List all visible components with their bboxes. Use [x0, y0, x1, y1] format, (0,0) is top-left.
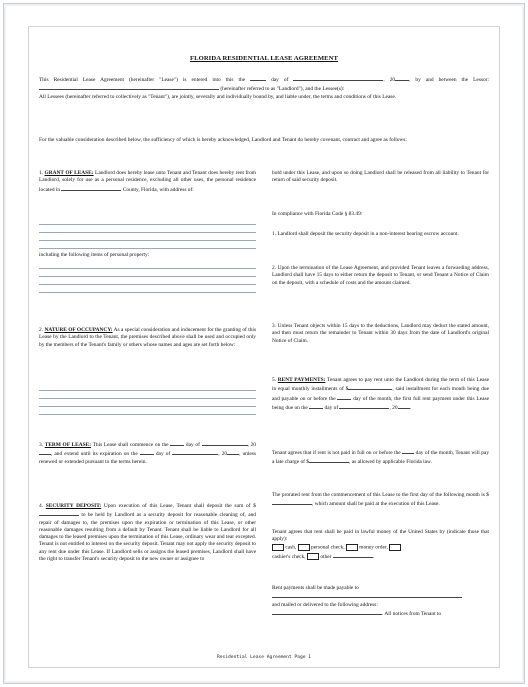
intro-text-4: Lessee(s): — [322, 86, 345, 93]
first-pay-month-blank[interactable] — [339, 403, 389, 409]
compliance-label: In compliance with Florida Code § 83.49: — [272, 211, 363, 217]
intro-text-1: This Residential Lease Agreement (hereinafter "Lease") is entered into this the — [39, 77, 246, 83]
prorated-amount-blank[interactable] — [272, 499, 312, 505]
occupant-line-3[interactable] — [39, 406, 256, 407]
address-blank[interactable] — [272, 609, 382, 615]
intro-day-label: day of — [271, 77, 289, 83]
term-heading: TERM OF LEASE: — [44, 442, 91, 448]
items-line-2[interactable] — [39, 276, 256, 277]
address-line-4[interactable] — [39, 248, 256, 249]
late-fee-blank[interactable] — [309, 457, 349, 463]
due-day-blank[interactable] — [337, 394, 351, 400]
end-day-blank[interactable] — [140, 449, 154, 455]
deposit-point-1: 1. Landlord shall deposit the security deposit in a non-interest bearing escrow account. — [272, 231, 459, 237]
occupancy-heading: NATURE OF OCCUPANCY: — [44, 327, 113, 333]
payment-method-paragraph: Tenant agrees that rent shall be paid in lawful money of the United States by (indicate those that apply): cash, personal check, money order, cashier's check, other . — [272, 529, 489, 560]
grant-county: County, Florida, with address of: — [122, 186, 194, 193]
address-line-1[interactable] — [39, 224, 256, 225]
address-line-2[interactable] — [39, 232, 256, 233]
late-charge-paragraph: Tenant agrees that if rent is not paid in full on or before the day of the month, Tenant will pay a late charge of $ , as allowed by applicable Florida law. — [272, 450, 490, 466]
section-occupancy: 2. NATURE OF OCCUPANCY: As a special consideration and inducement for the granting of this Lease by the Landlord to the Tenant, the premises described above shall be used and occupied only by the members of the Tenant's family or others whose names and ages are set forth below: — [39, 327, 256, 348]
deposit-point-3: 3. Unless Tenant objects within 15 days to the deductions, Landlord may deduct the stated amount, and then must return the remainder to Tenant within 30 days from the date of Landlord's original Notice of Claim. — [272, 323, 489, 344]
deposit-point-2: 2. Upon the termination of the Lease Agreement, and provided Tenant leaves a forwarding address, Landlord shall have 15 days to either return the deposit to Tenant, or send Tenant a Notice of Claim on the deposit, with a schedule of costs and the amount claimed. — [272, 265, 489, 286]
late-day-blank[interactable] — [402, 448, 414, 454]
start-day-blank[interactable] — [170, 440, 184, 446]
personal-check-checkbox[interactable] — [298, 544, 310, 551]
intro-text-2: and between the Lessor: — [425, 77, 489, 83]
deposit-heading: SECURITY DEPOSIT: — [45, 503, 102, 509]
occupant-line-1[interactable] — [39, 390, 256, 391]
month-blank[interactable] — [293, 75, 383, 81]
cash-checkbox[interactable] — [272, 544, 284, 551]
intro-text-5: All Lessees (hereinafter referred to collectively as "Tenant"), are jointly, severally and individually bound by, and liable under, the terms and conditions of this Lease. — [39, 93, 397, 100]
occupant-line-2[interactable] — [39, 398, 256, 399]
section-deposit: 4. SECURITY DEPOSIT: Upon execution of this Lease, Tenant shall deposit the sum of $ to be held by Landlord as a security deposit for reasonable cleaning of, and repair of damages to, the premises upon the expiration or termination of this Lease, or other reasonable damages resulting from a default by Tenant. Tenant shall be liable to Landlord for all damages to the leased premises upon the termination of this Lease, ordinary wear and tear excepted. Tenant is not entitled to interest on the security deposit. Tenant may not apply the security deposit to any rent due under this Lease. If Landlord sells or assigns the leased premises, Landlord shall have the right to transfer Tenant's security deposit to the new owner or assignee to — [39, 503, 256, 563]
end-year-blank[interactable] — [227, 449, 239, 455]
deposit-continued: hold under this Lease, and upon so doing Landlord shall be released from all liability to Tenant for return of said security deposit. — [272, 170, 489, 184]
grant-heading: GRANT OF LEASE: — [44, 170, 94, 176]
section-grant: 1. GRANT OF LEASE: Landlord does hereby lease unto Tenant and Tenant does hereby rent from Landlord, solely for use as a personal residence, excluding all other uses, the personal residence located in County, Florida, with address of: — [39, 170, 256, 193]
first-pay-day-blank[interactable] — [309, 403, 323, 409]
payable-paragraph: Rent payments shall be made payable to and mailed or delivered to the following address: . All notices from Tenant to — [272, 585, 489, 618]
other-checkbox[interactable] — [307, 553, 319, 560]
intro-paragraph: This Residential Lease Agreement (hereinafter "Lease") is entered into this the day of , 20 , by and between the Lessor: (hereinafter referred to as "Landlord"), and the Lessee(s): All Lessees (hereinafter referred to collectively as "Tenant"), are jointly, severally and individually bound by, and liable under, the terms and conditions of this Lease. — [39, 77, 489, 100]
payee-blank[interactable] — [272, 592, 462, 598]
grant-items-label: including the following items of personal property: — [39, 252, 150, 258]
first-pay-year-blank[interactable] — [398, 403, 410, 409]
occupancy-text: As a special consideration and inducement for the granting of this Lease by the Landlord to the Tenant, the premises described above shall be used and occupied only by the members of the Tenant's family or others whose names and ages are set forth below: — [39, 327, 256, 348]
section-rent: 5. RENT PAYMENTS: Tenant agrees to pay rent unto the Landlord during the term of this Lease in equal monthly installments of $ , said installment for each month being due and payable on or before the day of the month, the first full rent payment under this Lease being due on the day of , 20 . — [272, 377, 489, 411]
deposit-amount-blank[interactable] — [39, 510, 79, 516]
section-term: 3. TERM OF LEASE: This Lease shall commence on the day of , 20, and extend until its expiration on the day of , 20 , unless renewed or extended pursuant to the terms herein. — [39, 442, 256, 465]
cashiers-check-checkbox[interactable] — [389, 544, 401, 551]
items-line-3[interactable] — [39, 284, 256, 285]
start-month-blank[interactable] — [202, 440, 248, 446]
items-line-4[interactable] — [39, 292, 256, 293]
consideration-paragraph: For the valuable consideration described below, the sufficiency of which is hereby acknowledged, Landlord and Tenant do hereby covenant, contract and agree as follows: — [39, 137, 407, 143]
county-blank[interactable] — [61, 185, 121, 191]
end-month-blank[interactable] — [172, 449, 218, 455]
grant-text: Landlord does hereby lease unto Tenant and Tenant does hereby rent from Landlord, solely for use as a personal residence, excluding all other uses, the personal residence located in — [39, 170, 256, 193]
other-method-blank[interactable] — [333, 552, 373, 558]
money-order-checkbox[interactable] — [346, 544, 358, 551]
deposit-text: to be held by Landlord as a security deposit for reasonable cleaning of, and repair of damages to, the premises upon the expiration or termination of this Lease, or other reasonable damages resulting from a default by Tenant. Tenant shall be liable to Landlord for all damages to the leased premises upon the termination of this Lease, ordinary wear and tear excepted. Tenant is not entitled to interest on the security deposit. Tenant may not apply the security deposit to any rent due under this Lease. If Landlord sells or assigns the leased premises, Landlord shall have the right to transfer Tenant's security deposit to the new owner or assignee to — [39, 512, 256, 563]
prorated-paragraph: The prorated rent from the commencement of this Lease to the first day of the following month is $, which amount shall be paid at the execution of this Lease. — [272, 492, 489, 508]
address-line-3[interactable] — [39, 240, 256, 241]
page-footer: Residential Lease Agreement Page 1 — [216, 655, 312, 660]
occupant-line-4[interactable] — [39, 414, 256, 415]
rent-heading: RENT PAYMENTS: — [277, 377, 326, 383]
page-title: FLORIDA RESIDENTIAL LEASE AGREEMENT — [189, 55, 339, 62]
year-blank[interactable] — [395, 75, 409, 81]
start-year-blank[interactable] — [39, 449, 51, 455]
intro-text-3: (hereinafter referred to as "Landlord"), and the — [220, 86, 321, 93]
lessor-name-blank[interactable] — [39, 84, 219, 90]
rent-amount-blank[interactable] — [348, 384, 392, 390]
day-blank[interactable] — [250, 75, 266, 81]
document-page — [28, 26, 500, 668]
items-line-1[interactable] — [39, 268, 256, 269]
